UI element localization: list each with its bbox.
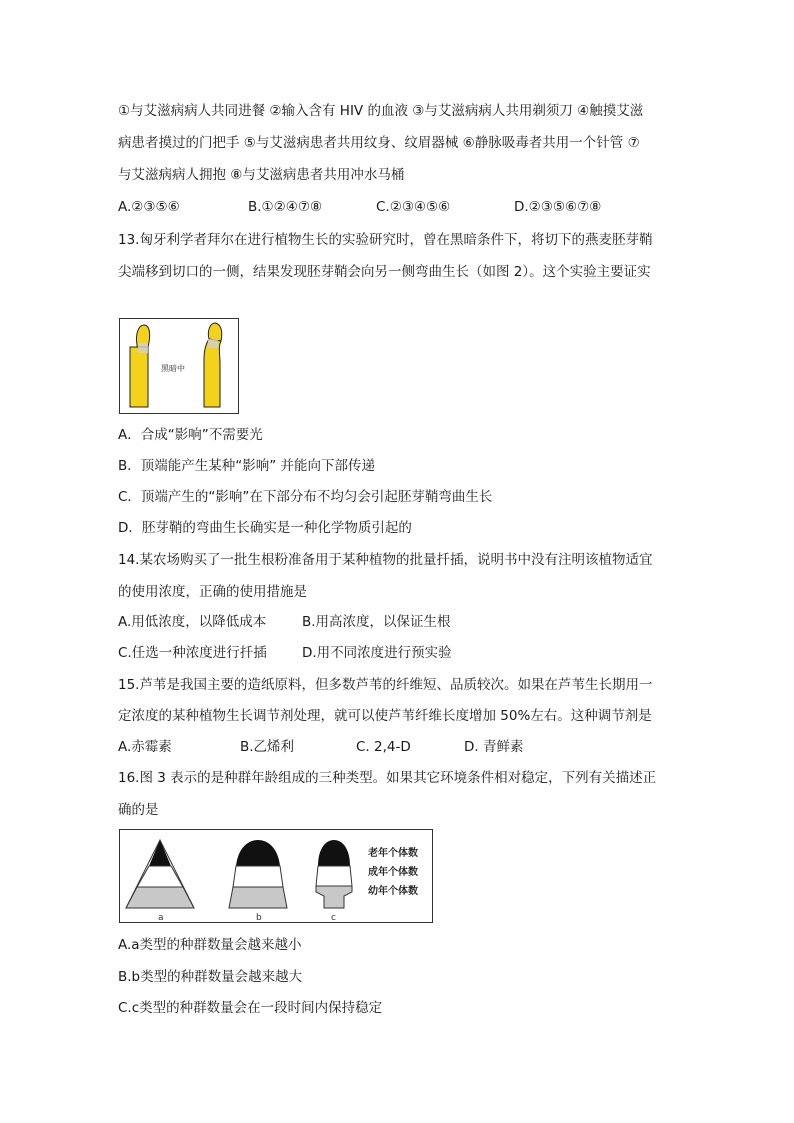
right-block bbox=[208, 339, 218, 348]
q13-line-2: 尖端移到切口的一侧，结果发现胚芽鞘会向另一侧弯曲生长（如图 2）。这个实验主要证实 bbox=[118, 264, 651, 280]
age-structure-diagram bbox=[120, 830, 432, 922]
q14-line-2: 的使用浓度，正确的使用措施是 bbox=[118, 584, 307, 600]
q15-line-2: 定浓度的某种植物生长调节剂处理，就可以使芦苇纤维长度增加 50%左右。这种调节剂是 bbox=[118, 708, 652, 724]
pyramid-b-adult bbox=[233, 866, 283, 887]
q14-options-row-2 bbox=[118, 643, 678, 663]
label-c: c bbox=[331, 913, 336, 922]
q14-option-d: D.用不同浓度进行预实验 bbox=[302, 645, 452, 661]
left-coleoptile-body bbox=[130, 347, 148, 407]
q12-option-a: A.②③⑤⑥ bbox=[118, 199, 180, 215]
q13-option-b: B．顶端能产生某种“影响” 并能向下部传递 bbox=[118, 458, 376, 474]
pyramid-a-old bbox=[149, 840, 171, 866]
label-b: b bbox=[256, 913, 262, 922]
q13-line-1: 13.匈牙利学者拜尔在进行植物生长的实验研究时，曾在黑暗条件下，将切下的燕麦胚芽鞘 bbox=[118, 232, 653, 248]
left-block bbox=[138, 343, 148, 353]
q14-options-row-1 bbox=[118, 612, 678, 632]
q16-line-2: 确的是 bbox=[118, 802, 159, 818]
pyramid-b-young bbox=[229, 887, 287, 908]
pyramid-c-young bbox=[316, 886, 352, 908]
q13-option-c: C．顶端产生的“影响”在下部分布不均匀会引起胚芽鞘弯曲生长 bbox=[118, 489, 493, 505]
legend-old: 老年个体数 bbox=[368, 848, 418, 859]
right-coleoptile-tip bbox=[208, 323, 221, 341]
q15-option-a: A.赤霉素 bbox=[118, 739, 172, 755]
legend-adult: 成年个体数 bbox=[368, 867, 418, 878]
pyramid-b-old bbox=[236, 840, 280, 866]
legend-young: 幼年个体数 bbox=[368, 886, 418, 897]
q12-line-3: 与艾滋病病人拥抱 ⑧与艾滋病患者共用冲水马桶 bbox=[118, 167, 405, 183]
pyramid-c-old bbox=[318, 840, 350, 866]
dark-label: 黑暗中 bbox=[161, 364, 185, 373]
q15-option-b: B.乙烯利 bbox=[240, 739, 295, 755]
q16-option-a: A.a类型的种群数量会越来越小 bbox=[118, 937, 302, 953]
q14-option-a: A.用低浓度，以降低成本 bbox=[118, 614, 267, 630]
q16-option-b: B.b类型的种群数量会越来越大 bbox=[118, 969, 303, 985]
q12-line-2: 病患者摸过的门把手 ⑤与艾滋病患者共用纹身、纹眉器械 ⑥静脉吸毒者共用一个针管 ⑦ bbox=[118, 135, 640, 151]
coleoptile-figure bbox=[119, 318, 239, 414]
label-a: a bbox=[158, 913, 164, 922]
q16-line-1: 16.图 3 表示的是种群年龄组成的三种类型。如果其它环境条件相对稳定，下列有关描述正 bbox=[118, 770, 657, 786]
q13-option-d: D．胚芽鞘的弯曲生长确实是一种化学物质引起的 bbox=[118, 520, 412, 536]
q15-option-d: D. 青鲜素 bbox=[464, 739, 524, 755]
q15-line-1: 15.芦苇是我国主要的造纸原料，但多数芦苇的纤维短、品质较次。如果在芦苇生长期用一 bbox=[118, 677, 653, 693]
pyramid-c-adult bbox=[316, 866, 352, 886]
age-structure-figure bbox=[119, 829, 433, 923]
q15-option-c: C. 2,4-D bbox=[356, 739, 411, 755]
q12-option-c: C.②③④⑤⑥ bbox=[376, 199, 451, 215]
q13-option-a: A．合成“影响”不需要光 bbox=[118, 427, 263, 443]
q14-line-1: 14.某农场购买了一批生根粉准备用于某种植物的批量扦插，说明书中没有注明该植物适宜 bbox=[118, 552, 653, 568]
q14-option-c: C.任选一种浓度进行扦插 bbox=[118, 645, 267, 661]
q15-options bbox=[118, 737, 678, 757]
pyramid-a-adult bbox=[137, 866, 183, 887]
q16-option-c: C.c类型的种群数量会在一段时间内保持稳定 bbox=[118, 1000, 383, 1016]
pyramid-a-young bbox=[126, 887, 194, 908]
q12-options bbox=[118, 197, 678, 217]
q12-line-1: ①与艾滋病病人共同进餐 ②输入含有 HIV 的血液 ③与艾滋病病人共用剃须刀 ④触摸艾滋 bbox=[118, 103, 644, 119]
q12-option-b: B.①②④⑦⑧ bbox=[248, 199, 323, 215]
q14-option-b: B.用高浓度，以保证生根 bbox=[302, 614, 451, 630]
q12-option-d: D.②③⑤⑥⑦⑧ bbox=[514, 199, 602, 215]
coleoptile-diagram bbox=[120, 319, 238, 413]
